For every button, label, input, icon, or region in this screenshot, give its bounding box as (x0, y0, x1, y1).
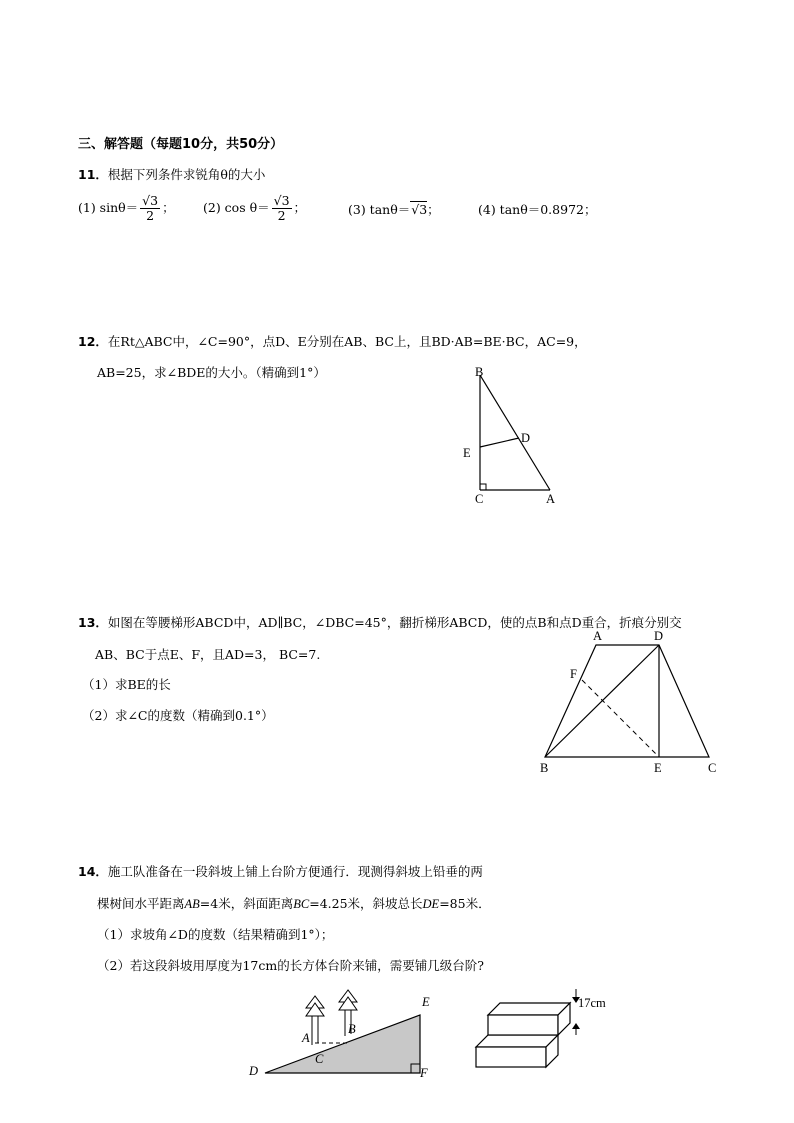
segment-de (480, 438, 519, 447)
question-14-line-2 (97, 894, 491, 912)
text-fragment: 棵树间水平距离 (97, 896, 185, 911)
fraction-numerator: √3 (142, 193, 159, 208)
label-f: F (570, 667, 577, 681)
punctuation: ； (162, 200, 175, 215)
label-b: B (348, 1022, 356, 1036)
text-fragment: =4.25米，斜坡总长 (309, 896, 423, 911)
label-c: C (475, 492, 484, 506)
punctuation: ； (427, 202, 440, 217)
question-number: 12． (78, 334, 108, 349)
fraction-denominator: 2 (146, 208, 155, 223)
part-label: (1) sinθ＝ (78, 200, 139, 215)
part-label: (3) tanθ＝ (348, 202, 411, 217)
side-ab (480, 375, 550, 490)
slope-triangle (265, 1015, 420, 1073)
question-11 (78, 165, 265, 183)
var-ab: AB (184, 897, 200, 911)
question-14 (78, 862, 483, 880)
fraction-numerator: √3 (273, 193, 290, 208)
label-c: C (315, 1052, 324, 1066)
var-de: DE (422, 897, 440, 911)
section-title: 三、解答题（每题10分，共50分） (78, 137, 284, 152)
label-e: E (422, 995, 430, 1009)
trapezoid-abcd (545, 645, 709, 757)
q13-trapezoid-figure (530, 625, 730, 780)
question-text: 施工队准备在一段斜坡上铺上台阶方便通行．现测得斜坡上铅垂的两 (107, 864, 483, 879)
var-bc: BC (293, 897, 310, 911)
label-c: C (708, 761, 717, 775)
q11-part-1 (78, 194, 175, 223)
fraction (140, 194, 160, 223)
sqrt-value: √3 (411, 202, 428, 217)
label-a: A (302, 1031, 310, 1045)
step-block (488, 1003, 570, 1015)
label-d: D (249, 1064, 259, 1078)
question-text: 根据下列条件求锐角θ的大小 (107, 167, 266, 182)
question-14-sub-1: （1）求坡角∠D的度数（结果精确到1°）； (97, 927, 334, 942)
fraction-denominator: 2 (277, 208, 286, 223)
question-12 (78, 332, 587, 350)
question-14-sub-2: （2）若这段斜坡用厚度为17cm的长方体台阶来铺，需要铺几级台阶? (97, 958, 484, 973)
label-e: E (463, 446, 471, 460)
q12-triangle-figure (455, 360, 575, 510)
text-fragment: =85米． (439, 896, 491, 911)
text-fragment: =4米，斜面距离 (199, 896, 294, 911)
label-b: B (475, 365, 484, 379)
question-13-sub-2: （2）求∠C的度数（精确到0.1°） (82, 708, 274, 723)
step-block (488, 1015, 558, 1035)
question-text: 如图在等腰梯形ABCD中，AD∥BC，∠DBC=45°，翻折梯形ABCD，使的点B和点D重合，折痕分别交 (107, 615, 682, 630)
label-height: 17cm (578, 996, 606, 1010)
label-a: A (593, 629, 603, 643)
label-d: D (654, 629, 664, 643)
question-number: 13． (78, 615, 108, 630)
label-d: D (521, 431, 531, 445)
fold-line-fe (582, 680, 659, 757)
q11-part-3 (348, 200, 440, 218)
question-number: 11． (78, 167, 108, 182)
question-13-sub-1: （1）求BE的长 (82, 677, 171, 692)
question-text: 在Rt△ABC中，∠C=90°，点D、E分别在AB、BC上，且BD·AB=BE·BC，AC=9， (107, 334, 587, 349)
arrow-up-icon (572, 1023, 580, 1029)
question-number: 14． (78, 864, 108, 879)
q11-part-4: (4) tanθ＝0.8972； (478, 202, 597, 217)
label-e: E (654, 761, 662, 775)
question-12-line-2: AB=25，求∠BDE的大小。（精确到1°） (97, 365, 326, 380)
question-13-line-2: AB、BC于点E、F，且AD=3， BC=7. (95, 647, 321, 662)
step-block (476, 1035, 558, 1047)
label-a: A (546, 492, 556, 506)
step-block (476, 1047, 546, 1067)
q14-slope-figure (245, 985, 435, 1085)
label-b: B (540, 761, 549, 775)
q11-part-2 (203, 194, 306, 223)
part-label: (2) cos θ＝ (203, 200, 270, 215)
punctuation: ； (293, 200, 307, 215)
q14-steps-figure (468, 985, 628, 1080)
label-f: F (420, 1066, 428, 1080)
fraction (272, 194, 292, 223)
right-angle-mark (480, 484, 486, 490)
